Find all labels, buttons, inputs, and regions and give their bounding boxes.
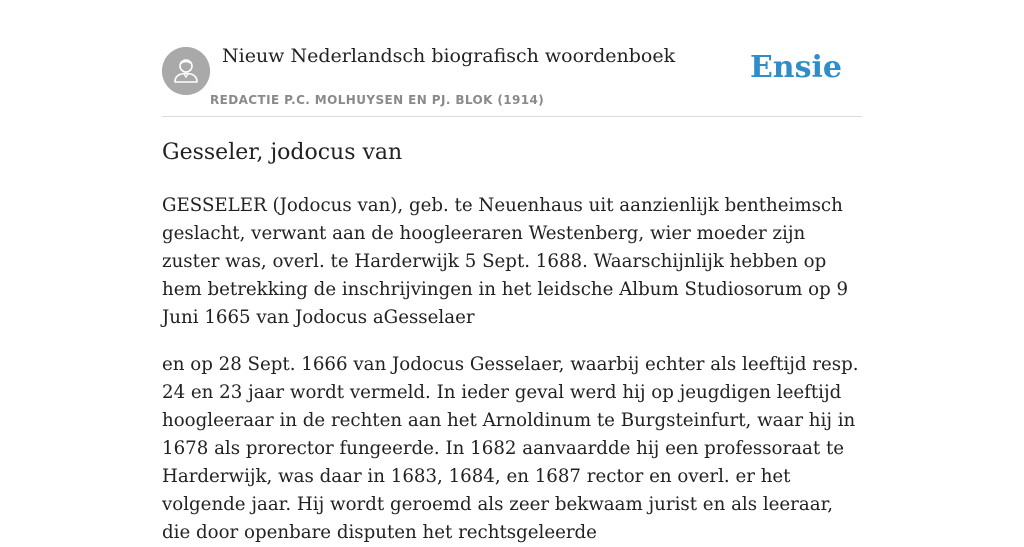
page (162, 0, 862, 543)
article-title: Gesseler, jodocus van (162, 140, 403, 165)
book-title[interactable]: Nieuw Nederlandsch biografisch woordenboek (222, 45, 676, 67)
avatar[interactable] (162, 47, 210, 95)
user-silhouette-icon (162, 47, 210, 95)
article-paragraph: en op 28 Sept. 1666 van Jodocus Gesselaer, waarbij echter als leeftijd resp. 24 en 23 jaar wordt vermeld. In ieder geval werd hij op jeugdigen leeftijd hoogleeraar in de rechten aan het Arnoldinum te Burgsteinfurt, waar hij in 1678 als prorector fungeerde. In 1682 aanvaardde hij een professoraat te Harderwijk, was daar in 1683, 1684, en 1687 rector en overl. er het volgende jaar. Hij wordt geroemd als zeer bekwaam jurist en als leeraar, die door openbare disputen het rechtsgeleerde (162, 354, 859, 543)
brand-logo[interactable]: Ensie (749, 50, 842, 85)
article-paragraph: GESSELER (Jodocus van), geb. te Neuenhaus uit aanzienlijk bentheimsch geslacht, verwant aan de hoogleeraren Westenberg, wier moeder zijn zuster was, overl. te Harderwijk 5 Sept. 1688. Waarschijnlijk hebben op hem betrekking de inschrijvingen in het leidsche Album Studiosorum op 9 Juni 1665 van Jodocus aGesselaer (162, 195, 849, 328)
book-subtitle: REDACTIE P.C. MOLHUYSEN EN PJ. BLOK (1914) (210, 93, 545, 107)
header (162, 0, 862, 117)
